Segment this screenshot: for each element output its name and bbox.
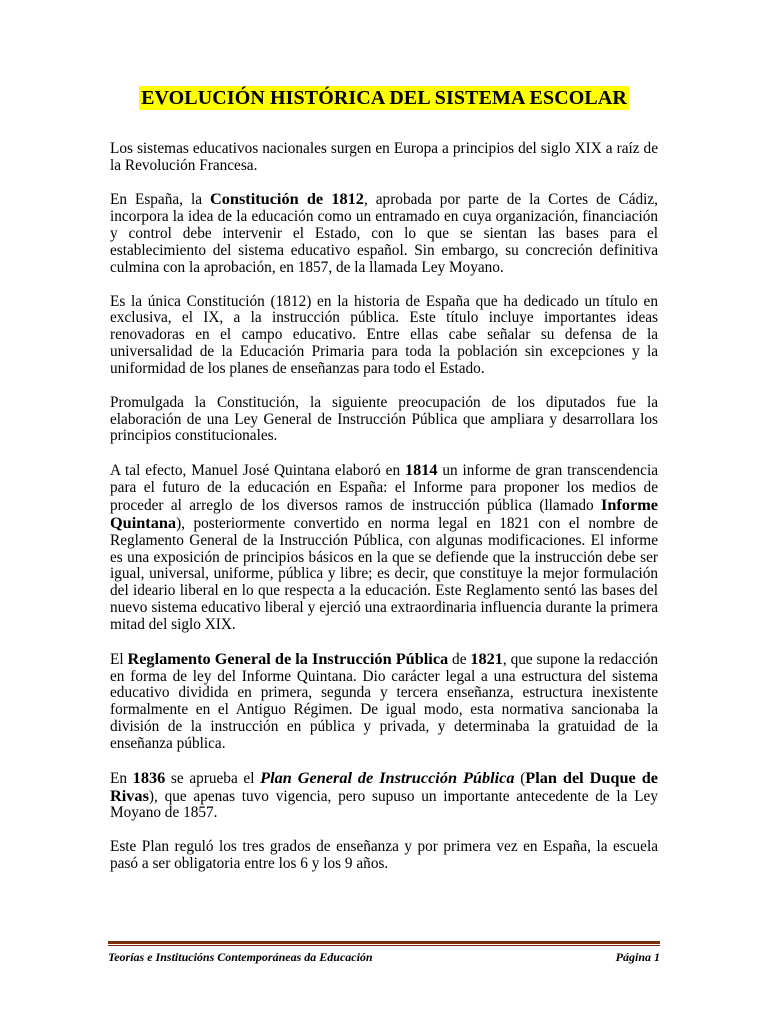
paragraph bbox=[110, 459, 658, 634]
page-footer bbox=[108, 950, 660, 965]
paragraph bbox=[110, 648, 659, 753]
paragraph-text: Este Plan reguló los tres grados de enseñanza y por primera vez en España, la escuela pasó a ser obligatoria entre los 6 y los 9 años. bbox=[110, 837, 658, 872]
paragraph-text: ( bbox=[514, 769, 526, 787]
paragraph-text: un informe de gran transcendencia para el futuro de la educación en España: el Informe para proponer los medios de proceder al arreglo de los diversos ramos de instrucción pública (llamado bbox=[110, 461, 658, 514]
document-body bbox=[110, 141, 658, 889]
paragraph-text: , que supone la redacción en forma de ley del Informe Quintana. Dio carácter legal a una estructura del sistema educativo dividida en primera, segunda y tercera enseñanza, estructura inexistente formalmente en el Antiguo Régimen. De igual modo, esta normativa sancionaba la división de la instrucción en pública y privada, y determinaba la gratuidad de la enseñanza pública. bbox=[110, 650, 659, 753]
paragraph bbox=[110, 395, 658, 446]
footer-course-name: Teorías e Institucións Contemporáneas da Educación bbox=[108, 950, 373, 964]
document-title: EVOLUCIÓN HISTÓRICA DEL SISTEMA ESCOLAR bbox=[141, 87, 627, 109]
paragraph bbox=[110, 191, 658, 277]
footer-page-number: Página 1 bbox=[615, 950, 660, 964]
paragraph bbox=[110, 767, 658, 823]
footer-rule bbox=[108, 941, 660, 944]
paragraph-text: ), posteriormente convertido en norma legal en 1821 con el nombre de Reglamento General de la Instrucción Pública, con algunas modificaciones. El informe es una exposición de principios básicos en la que se defiende que la instrucción debe ser igual, universal, uniforme, pública y libre; es decir, que constituye la mejor formulación del ideario liberal en lo que respecta a la educación. Este Reglamento sentó las bases del nuevo sistema educativo liberal y ejerció una extraordinaria influencia durante la primera mitad del siglo XIX. bbox=[110, 514, 658, 634]
paragraph-text: Promulgada la Constitución, la siguiente preocupación de los diputados fue la elaboración de una Ley General de Instrucción Pública que ampliara y desarrollara los principios constitucionales. bbox=[110, 393, 658, 445]
emphasis-text: Reglamento General de la Instrucción Pública bbox=[127, 648, 449, 668]
emphasis-text: Informe Quintana bbox=[110, 494, 658, 532]
paragraph-text: El bbox=[110, 650, 128, 668]
emphasis-text: 1836 bbox=[132, 767, 166, 787]
emphasis-text: Constitución de 1812 bbox=[209, 189, 364, 209]
paragraph-text: A tal efecto, Manuel José Quintana elaboró en bbox=[110, 461, 405, 479]
paragraph bbox=[110, 294, 658, 379]
emphasis-text: Plan del Duque de Rivas bbox=[110, 767, 658, 805]
paragraph-text: Los sistemas educativos nacionales surgen en Europa a principios del siglo XIX a raíz de la Revolución Francesa. bbox=[110, 140, 658, 174]
paragraph-text: En bbox=[110, 769, 133, 787]
paragraph-text: En España, la bbox=[110, 191, 210, 209]
emphasis-text: 1821 bbox=[470, 648, 503, 668]
paragraph-text: , aprobada por parte de la Cortes de Cádiz, incorpora la idea de la educación como un entramado en cuya organización, financiación y control debe intervenir el Estado, con lo que se sientan las bases para el establecimiento del sistema educativo español. Sin embargo, su concreción definitiva culmina con la aprobación, en 1857, de la llamada Ley Moyano. bbox=[110, 191, 658, 277]
paragraph-text: de bbox=[448, 650, 471, 668]
paragraph-text: ), que apenas tuvo vigencia, pero supuso un importante antecedente de la Ley Moyano de 1857. bbox=[110, 787, 658, 822]
paragraph bbox=[110, 141, 658, 175]
emphasis-text: 1814 bbox=[404, 459, 438, 479]
title-container bbox=[0, 86, 768, 110]
paragraph-text: Es la única Constitución (1812) en la historia de España que ha dedicado un título en exclusiva, el IX, a la instrucción pública. Este título incluye importantes ideas renovadoras en el campo educativo. Entre ellas cabe señalar su defensa de la universalidad de la Educación Primaria para toda la población sin excepciones y la uniformidad de los planes de enseñanzas para todo el Estado. bbox=[110, 292, 658, 378]
paragraph-text: se aprueba el bbox=[165, 769, 261, 787]
paragraph bbox=[110, 839, 658, 873]
emphasis-text: Plan General de Instrucción Pública bbox=[260, 767, 515, 787]
